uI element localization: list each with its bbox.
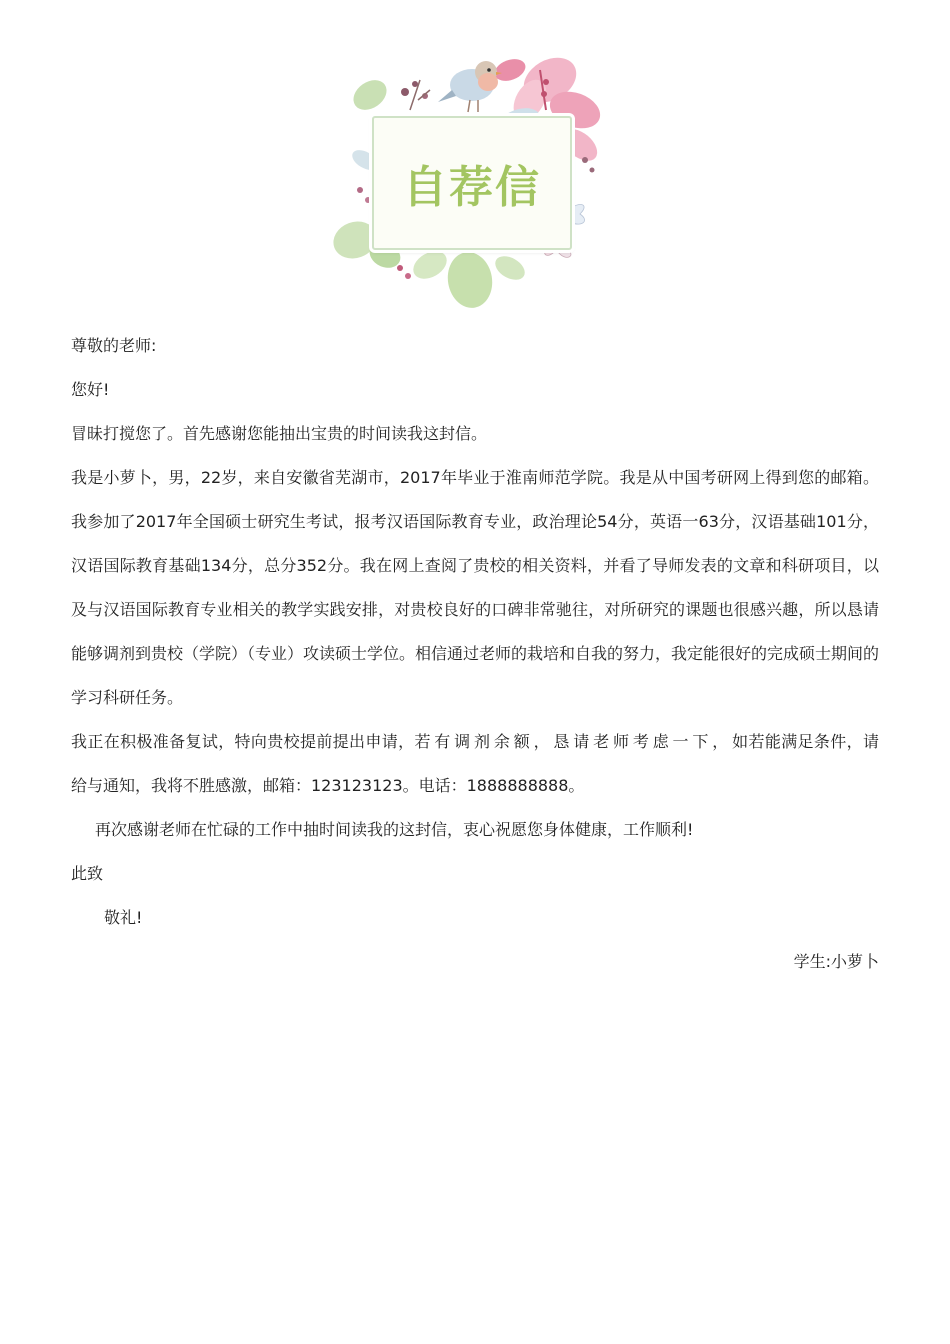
- request-text-2: 若有调剂余额，恳请老师考虑一下，: [414, 732, 733, 751]
- signature: 学生:小萝卜: [793, 952, 879, 971]
- closing-line-1: 此致: [71, 864, 104, 883]
- self-introduction-paragraph: 我是小萝卜，男，22岁，来自安徽省芜湖市，2017年毕业于淮南师范学院。我是从中国考研网上得到您的邮箱。我参加了2017年全国硕士研究生考试，报考汉语国际教育专业，政治理论54分，英语一63分，汉语基础101分，汉语国际教育基础134分，总分352分。我在网上查阅了贵校的相关资料，并看了导师发表的文章和科研项目，以及与汉语国际教育专业相关的教学实践安排，对贵校良好的口碑非常驰往，对所研究的课题也很感兴趣，所以恳请能够调剂到贵校（学院）（专业）攻读硕士学位。相信通过老师的栽培和自我的努力，我定能很好的完成硕士期间的学习科研任务。: [71, 468, 880, 707]
- request-paragraph: [71, 720, 879, 808]
- letter-title: 自荐信: [403, 162, 541, 213]
- letter-body: [71, 330, 879, 984]
- request-text-3: 如若能满足条件，请给与通知，我将不胜感激，邮箱：123123123。电话：1888888888。: [71, 732, 879, 795]
- intro-paragraph: 冒昧打搅您了。首先感谢您能抽出宝贵的时间读我这封信。: [71, 424, 488, 443]
- closing-line-2: 敬礼!: [104, 908, 143, 927]
- title-card: [372, 116, 572, 250]
- salutation: 尊敬的老师:: [71, 336, 157, 355]
- request-text-1: 我正在积极准备复试，特向贵校提前提出申请，: [71, 732, 415, 751]
- greeting: 您好!: [71, 380, 110, 399]
- thanks-paragraph: 再次感谢老师在忙碌的工作中抽时间读我的这封信，衷心祝愿您身体健康，工作顺利!: [95, 820, 694, 839]
- bird-icon: [438, 61, 502, 112]
